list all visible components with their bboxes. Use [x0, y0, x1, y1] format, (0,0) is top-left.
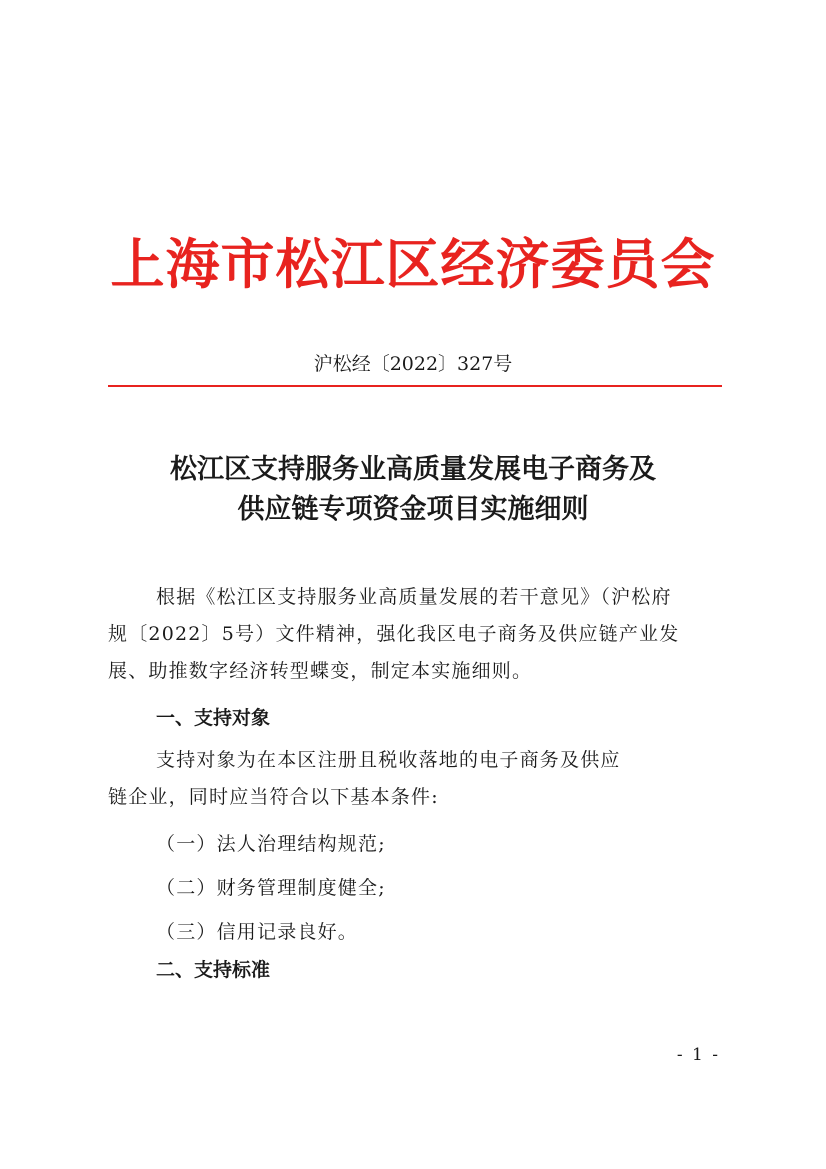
page-number: - 1 -: [676, 1045, 720, 1065]
condition-item-3: （三）信用记录良好。: [156, 921, 359, 943]
condition-list: [108, 826, 718, 951]
section-1-paragraph: [108, 742, 718, 816]
intro-line-2: 规〔2022〕5号）文件精神，强化我区电子商务及供应链产业发: [108, 623, 680, 645]
section-1-heading: 一、支持对象: [156, 707, 271, 729]
title-line-2: 供应链专项资金项目实施细则: [237, 494, 589, 525]
red-divider: [108, 385, 722, 387]
issuer-name: 上海市松江区经济委员会: [110, 232, 716, 296]
document-title: [100, 450, 726, 530]
section-1-line-2: 链企业，同时应当符合以下基本条件:: [108, 786, 439, 808]
intro-line-1: 根据《松江区支持服务业高质量发展的若干意见》（沪松府: [156, 586, 672, 608]
section-2-heading: 二、支持标准: [156, 959, 271, 981]
intro-line-3: 展、助推数字经济转型蝶变，制定本实施细则。: [108, 660, 533, 682]
condition-item-2: （二）财务管理制度健全;: [156, 877, 386, 899]
intro-paragraph: [108, 579, 718, 690]
section-1-line-1: 支持对象为在本区注册且税收落地的电子商务及供应: [156, 749, 621, 771]
document-number: 沪松经〔2022〕327号: [313, 353, 513, 375]
title-line-1: 松江区支持服务业高质量发展电子商务及: [170, 454, 656, 485]
condition-item-1: （一）法人治理结构规范;: [156, 833, 386, 855]
